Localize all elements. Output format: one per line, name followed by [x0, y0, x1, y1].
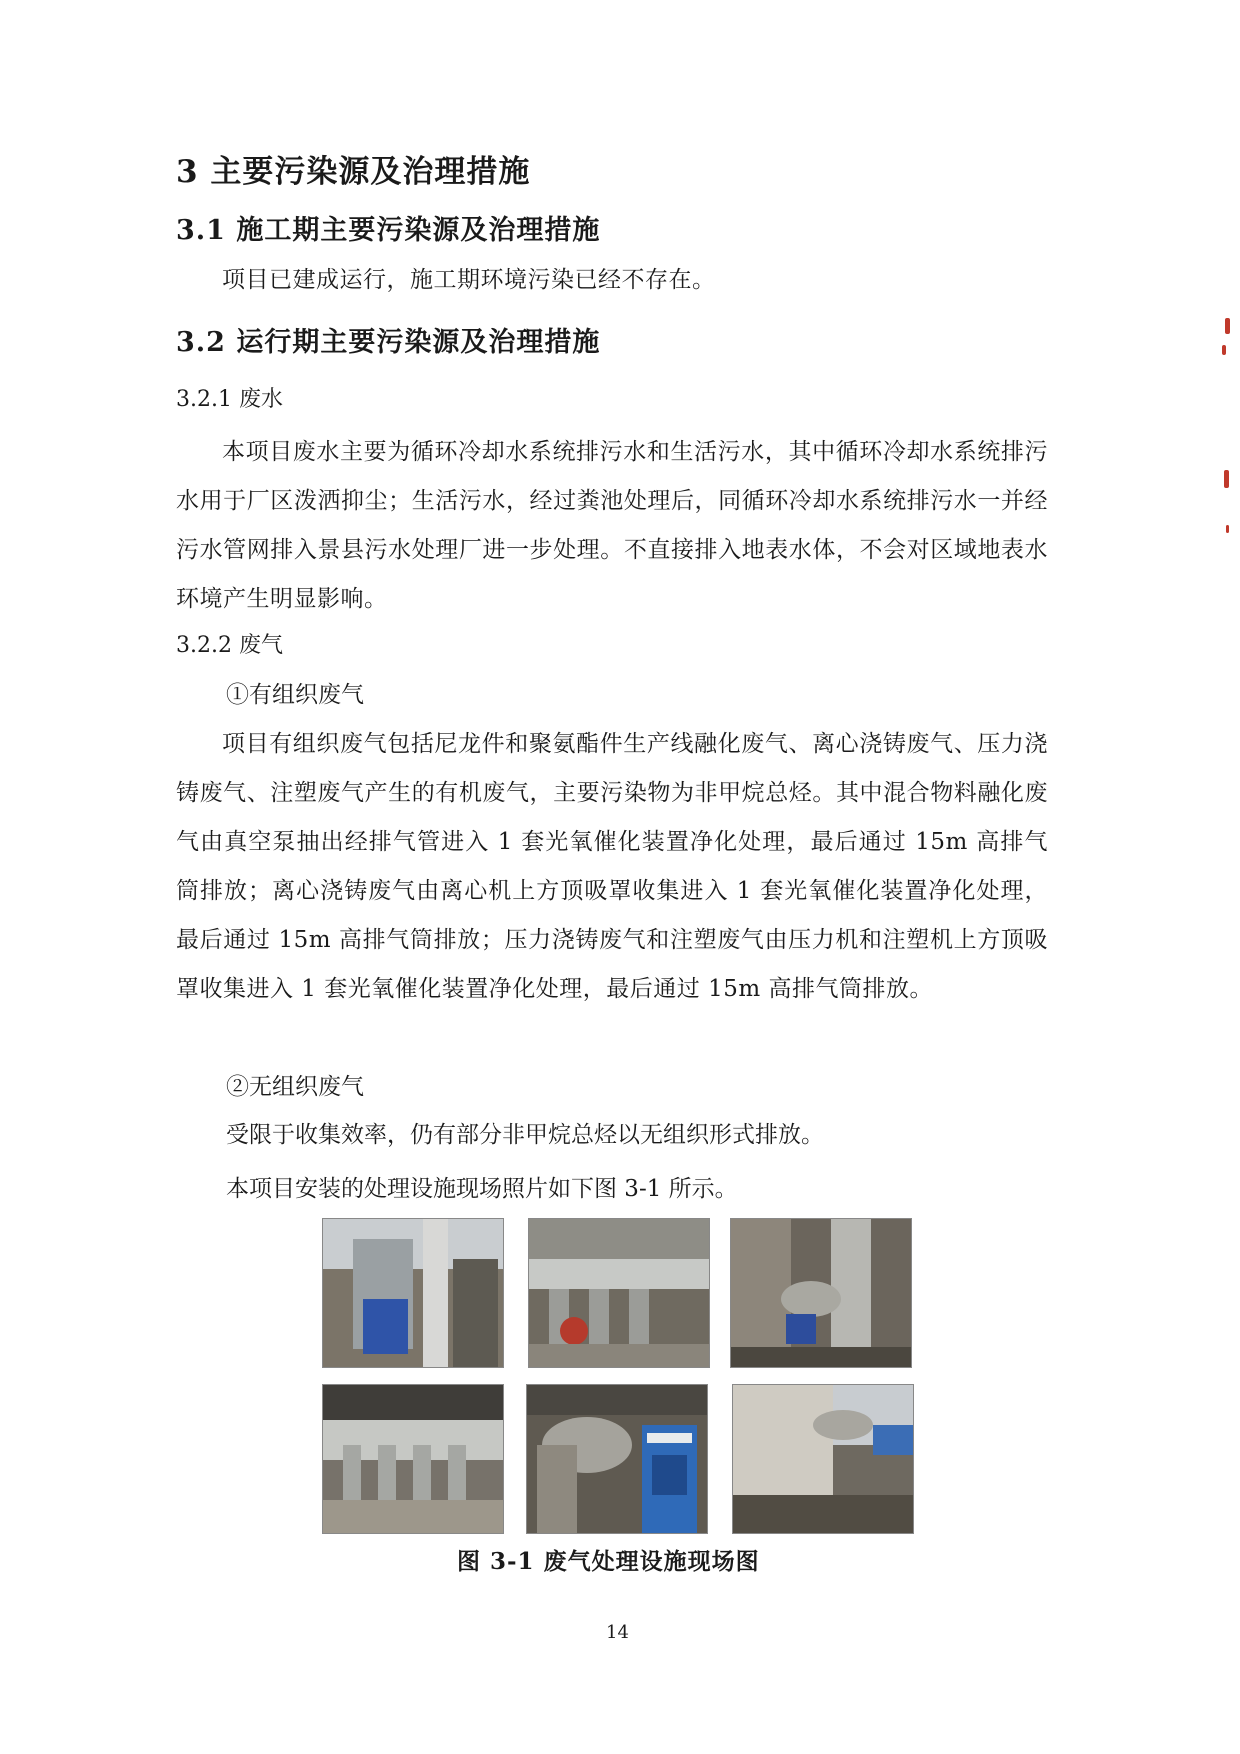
site-photo	[528, 1218, 710, 1368]
section-heading: 3 主要污染源及治理措施	[176, 154, 531, 190]
site-photo	[526, 1384, 708, 1534]
subsubsection-heading-exhaust: 3.2.2 废气	[176, 633, 283, 658]
site-photo	[322, 1218, 504, 1368]
paragraph-photo-intro: 本项目安装的处理设施现场照片如下图 3-1 所示。	[226, 1176, 738, 1202]
paragraph-organized-exhaust: 项目有组织废气包括尼龙件和聚氨酯件生产线融化废气、离心浇铸废气、压力浇铸废气、注塑废气产生的有机废气，主要污染物为非甲烷总烃。其中混合物料融化废气由真空泵抽出经排气管进入 1 套光氧催化装置净化处理，最后通过 15m 高排气筒排放；离心浇铸废气由离心机上方顶吸罩收集进入 1 套光氧催化装置净化处理，最后通过 15m 高排气筒排放；压力浇铸废气和注塑废气由压力机和注塑机上方顶吸罩收集进入 1 套光氧催化装置净化处理，最后通过 15m 高排气筒排放。	[176, 731, 1048, 1002]
subsection-heading-construction: 3.1 施工期主要污染源及治理措施	[176, 215, 601, 246]
photo-grid	[322, 1218, 914, 1534]
organized-exhaust-title: ①有组织废气	[226, 682, 364, 708]
seal-edge-mark	[1224, 470, 1229, 488]
figure-caption: 图 3-1 废气处理设施现场图	[457, 1548, 760, 1575]
site-photo	[730, 1218, 912, 1368]
paragraph-unorganized-exhaust: 受限于收集效率，仍有部分非甲烷总烃以无组织形式排放。	[226, 1122, 824, 1148]
site-photo	[322, 1384, 504, 1534]
paragraph-construction: 项目已建成运行，施工期环境污染已经不存在。	[222, 267, 716, 293]
subsection-heading-operation: 3.2 运行期主要污染源及治理措施	[176, 327, 601, 358]
site-photo	[732, 1384, 914, 1534]
seal-edge-mark	[1222, 345, 1226, 355]
unorganized-exhaust-title: ②无组织废气	[226, 1074, 364, 1100]
page-number: 14	[606, 1622, 629, 1643]
subsubsection-heading-wastewater: 3.2.1 废水	[176, 387, 283, 412]
seal-edge-mark	[1226, 525, 1229, 533]
paragraph-wastewater: 本项目废水主要为循环冷却水系统排污水和生活污水，其中循环冷却水系统排污水用于厂区泼洒抑尘；生活污水，经过粪池处理后，同循环冷却水系统排污水一并经污水管网排入景县污水处理厂进一步处理。不直接排入地表水体，不会对区域地表水环境产生明显影响。	[176, 439, 1048, 612]
seal-edge-mark	[1225, 318, 1230, 334]
